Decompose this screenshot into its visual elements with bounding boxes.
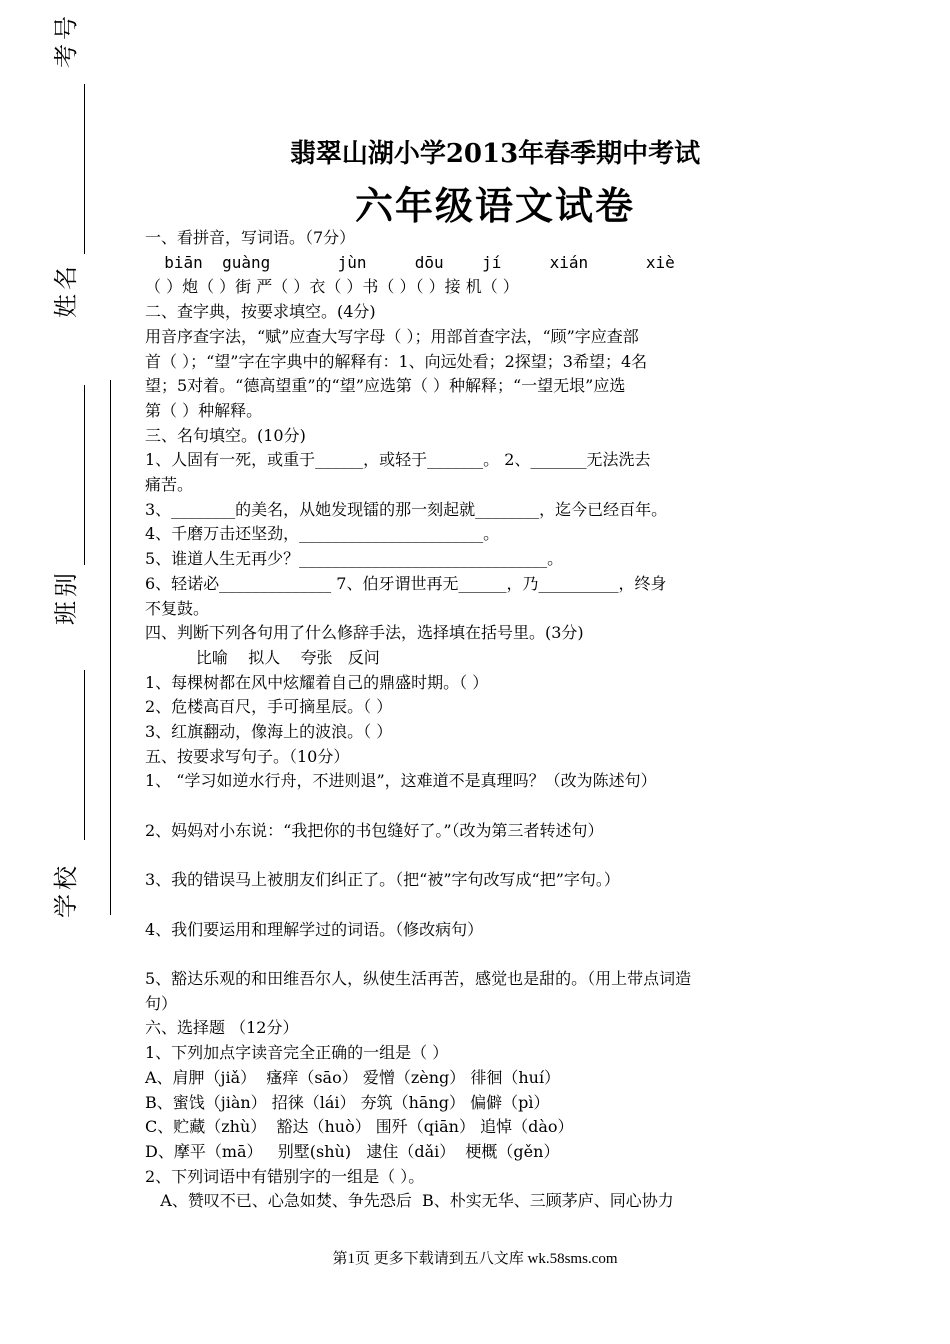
question-text: 望；5对着。“德高望重”的“望”应选第（ ）种解释；“一望无垠”应选 <box>145 376 626 396</box>
question-text: 2、危楼高百尺，手可摘星辰。（ ） <box>145 697 393 717</box>
exam-no-label: 考号 <box>52 12 80 68</box>
question-text: 3、________的美名，从她发现镭的那一刻起就________，迄今已经百年。 <box>145 499 668 519</box>
question-text: 1、每棵树都在风中炫耀着自己的鼎盛时期。（ ） <box>145 672 489 692</box>
name-line <box>84 385 85 565</box>
school-label: 学校 <box>52 862 80 918</box>
page-footer: 第1页 更多下载请到五八文库 wk.58sms.com <box>332 1251 618 1267</box>
class-label: 班别 <box>52 569 80 625</box>
question-text: 第（ ）种解释。 <box>145 400 263 420</box>
section-1-heading: 一、看拼音，写词语。（7分） <box>145 228 356 247</box>
section-2-heading: 二、查字典，按要求填空。(4分) <box>145 302 376 322</box>
question-text: 1、 “学习如逆水行舟，不进则退”，这难道不是真理吗？（改为陈述句） <box>145 771 657 791</box>
question-text: 句） <box>145 993 178 1013</box>
question-text: 痛苦。 <box>145 475 194 495</box>
question-text: 5、豁达乐观的和田维吾尔人，纵使生活再苦，感觉也是甜的。（用上带点词造 <box>145 969 692 989</box>
exam-body <box>145 226 810 1214</box>
question-text: 4、千磨万击还坚劲，_______________________。 <box>145 524 500 544</box>
choice-b: B、蜜饯（jiàn） 招徕（lái） 夯筑（hāng） 偏僻（pì） <box>145 1092 550 1112</box>
binding-rule <box>110 380 111 915</box>
choice-d: D、摩平（mā） 别墅(shù) 逮住（dǎi） 梗概（gěn） <box>145 1141 560 1161</box>
question-text: 用音序查字法，“赋”应查大写字母（ ）；用部首查字法，“顾”字应查部 <box>145 326 639 346</box>
answer-space <box>145 893 810 918</box>
choice-a: A、肩胛（jiǎ） 瘙痒（sāo） 爱憎（zèng） 徘徊（huí） <box>145 1067 561 1087</box>
answer-space <box>145 794 810 819</box>
question-text: 3、我的错误马上被朋友们纠正了。（把“被”字句改写成“把”字句。） <box>145 870 620 890</box>
exam-title: 翡翠山湖小学2013年春季期中考试 <box>289 139 701 169</box>
question-text: 首（ ）；“望”字在字典中的解释有：1、向远处看；2探望；3希望；4名 <box>145 351 648 371</box>
class-line <box>84 670 85 840</box>
rhetoric-options: 比喻 拟人 夸张 反问 <box>145 647 380 667</box>
section-4-heading: 四、判断下列各句用了什么修辞手法，选择填在括号里。(3分) <box>145 623 584 643</box>
question-text: 3、红旗翻动，像海上的波浪。（ ） <box>145 722 393 742</box>
answer-space <box>145 942 810 967</box>
name-label: 姓名 <box>52 262 80 318</box>
question-text: 5、谁道人生无再少？_______________________________。 <box>145 549 564 569</box>
choice-c: C、贮藏（zhù） 豁达（huò） 围歼（qiān） 追悼（dào） <box>145 1117 574 1137</box>
question-text: 2、下列词语中有错别字的一组是（ ）。 <box>145 1166 425 1186</box>
question-text: 4、我们要运用和理解学过的词语。（修改病句） <box>145 919 484 939</box>
section-5-heading: 五、按要求写句子。（10分） <box>145 746 350 766</box>
section-3-heading: 三、名句填空。(10分) <box>145 425 306 445</box>
exam-subtitle: 六年级语文试卷 <box>354 183 635 228</box>
pinyin-blanks: （ ）炮（ ）街 严（ ）衣（ ）书（ ）（ ）接 机（ ） <box>145 277 519 297</box>
question-text: 不复鼓。 <box>145 598 210 618</box>
question-text: 2、妈妈对小东说：“我把你的书包缝好了。”（改为第三者转述句） <box>145 820 604 840</box>
section-6-heading: 六、选择题 （12分） <box>145 1018 299 1038</box>
question-text: 6、轻诺必______________ 7、伯牙谓世再无______，乃__________，终身 <box>145 573 667 593</box>
pinyin-row: biān guàng jùn dōu jí xián xiè <box>145 252 675 272</box>
question-text: 1、下列加点字读音完全正确的一组是（ ） <box>145 1043 449 1063</box>
answer-space <box>145 844 810 869</box>
choice-row: A、赞叹不已、心急如焚、争先恐后 B、朴实无华、三顾茅庐、同心协力 <box>145 1191 674 1211</box>
question-text: 1、人固有一死，或重于______，或轻于_______。 2、_______无法洗去 <box>145 450 651 470</box>
